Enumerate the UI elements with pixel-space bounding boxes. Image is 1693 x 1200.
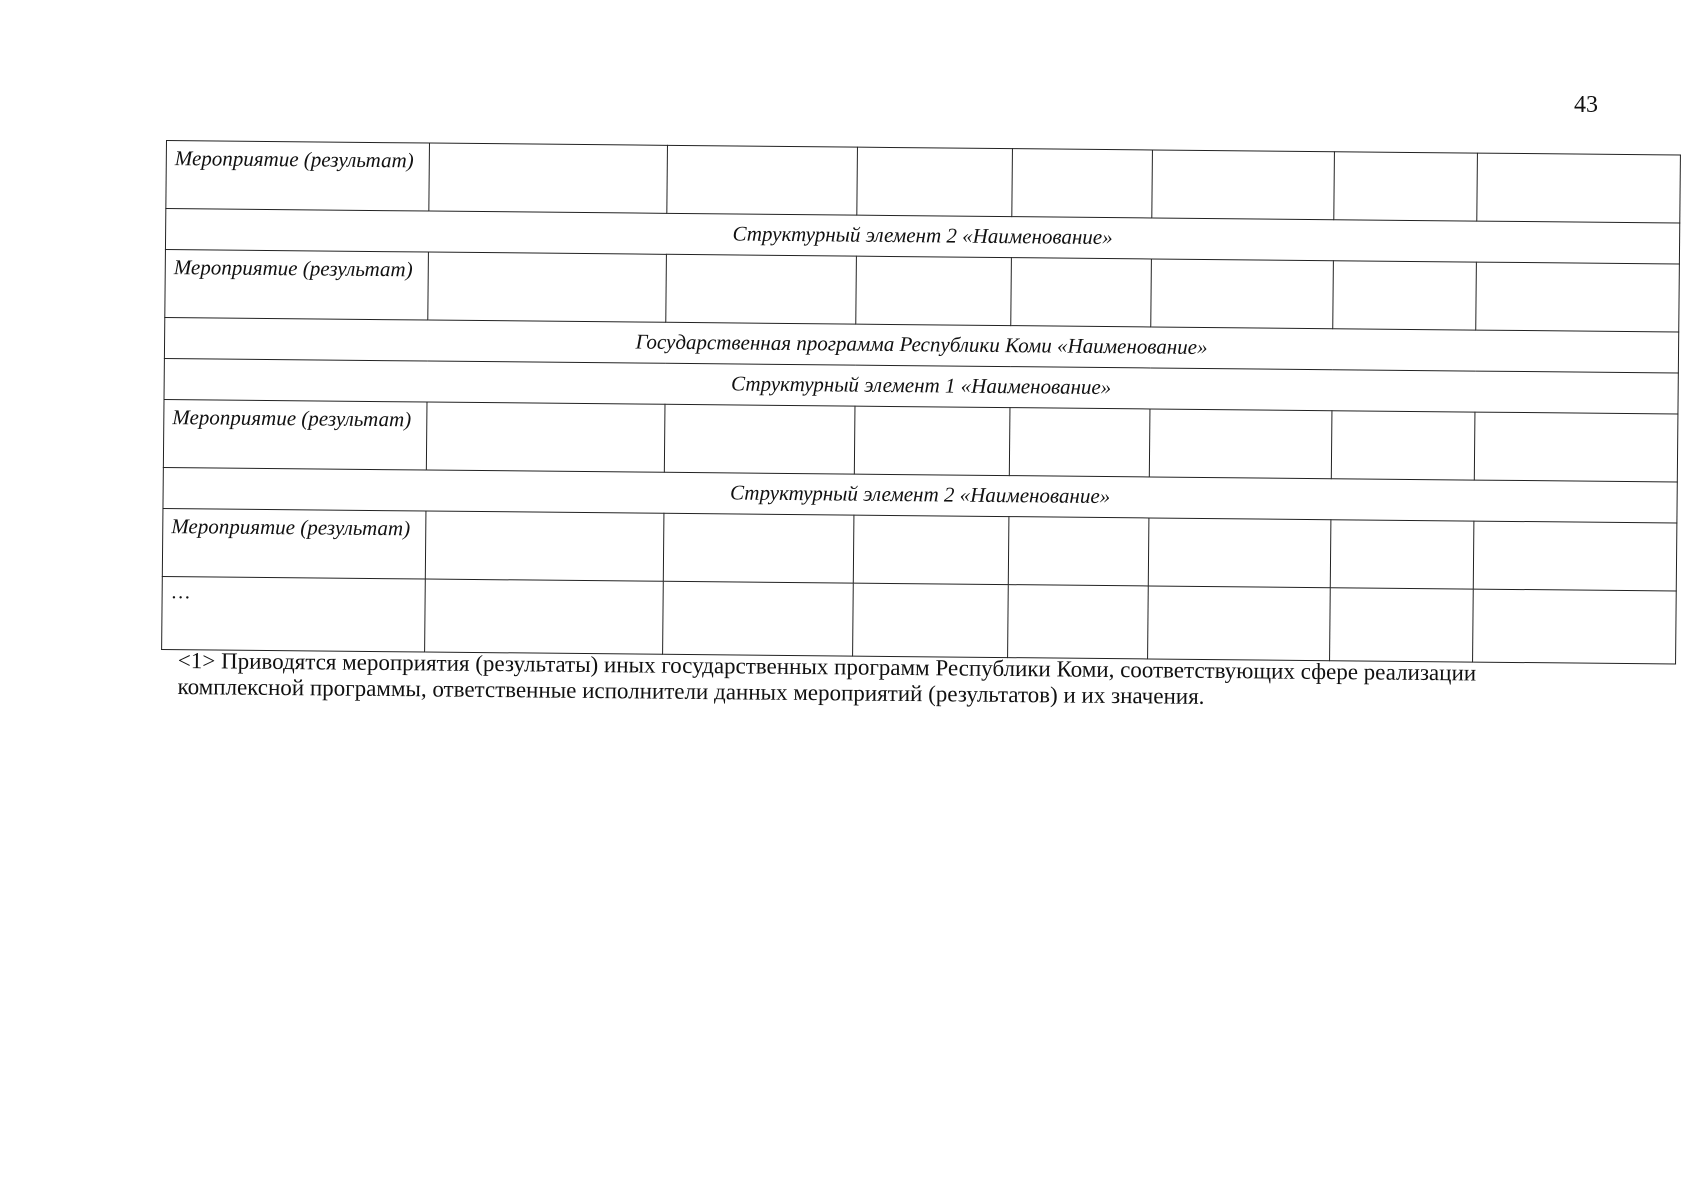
empty-cell	[663, 581, 854, 656]
measures-table-wrapper	[161, 140, 1680, 665]
empty-cell	[1474, 412, 1678, 482]
section-header: Структурный элемент 2 «Наименование»	[165, 209, 1679, 265]
empty-cell	[1008, 585, 1149, 659]
empty-cell	[853, 583, 1009, 657]
empty-cell	[1333, 261, 1477, 330]
empty-cell	[429, 143, 668, 213]
section-header: Структурный элемент 1 «Наименование»	[164, 358, 1678, 414]
footnote: <1> Приводятся мероприятия (результаты) иных государственных программ Республики Коми, соответствующих сфере реализации комплексной программы, ответственные исполнители данных мероприятий (результатов) и их значения.	[177, 648, 1477, 709]
program-header: Государственная программа Республики Коми «Наименование»	[164, 317, 1678, 373]
empty-cell	[667, 145, 858, 215]
measure-label: Мероприятие (результат)	[162, 508, 426, 579]
empty-cell	[426, 402, 665, 472]
empty-cell	[1330, 520, 1474, 589]
empty-cell	[1148, 586, 1331, 661]
empty-cell	[856, 256, 1012, 325]
empty-cell	[1331, 411, 1475, 480]
empty-cell	[1476, 262, 1680, 332]
empty-cell	[1011, 258, 1152, 327]
empty-cell	[425, 511, 664, 581]
empty-cell	[1148, 518, 1331, 588]
empty-cell	[853, 515, 1009, 584]
empty-cell	[854, 406, 1010, 475]
empty-cell	[1152, 150, 1335, 220]
empty-cell	[1334, 152, 1478, 221]
measure-label: Мероприятие (результат)	[163, 399, 427, 470]
empty-cell	[1477, 153, 1681, 223]
empty-cell	[1009, 408, 1150, 477]
measures-table	[161, 140, 1681, 665]
empty-cell	[663, 513, 854, 583]
empty-cell	[428, 252, 667, 322]
empty-cell	[425, 579, 664, 654]
empty-cell	[1330, 588, 1474, 662]
empty-cell	[1012, 149, 1153, 218]
empty-cell	[1151, 259, 1334, 329]
empty-cell	[664, 404, 855, 474]
empty-cell	[857, 147, 1013, 216]
empty-cell	[1473, 589, 1677, 664]
section-header: Структурный элемент 2 «Наименование»	[163, 467, 1677, 523]
empty-cell	[666, 254, 857, 324]
empty-cell	[1473, 521, 1677, 591]
page-number: 43	[1574, 92, 1598, 118]
measure-label: Мероприятие (результат)	[166, 141, 430, 212]
ellipsis-label: …	[162, 576, 426, 652]
measure-label: Мероприятие (результат)	[165, 249, 429, 320]
empty-cell	[1149, 409, 1332, 479]
empty-cell	[1008, 517, 1149, 586]
